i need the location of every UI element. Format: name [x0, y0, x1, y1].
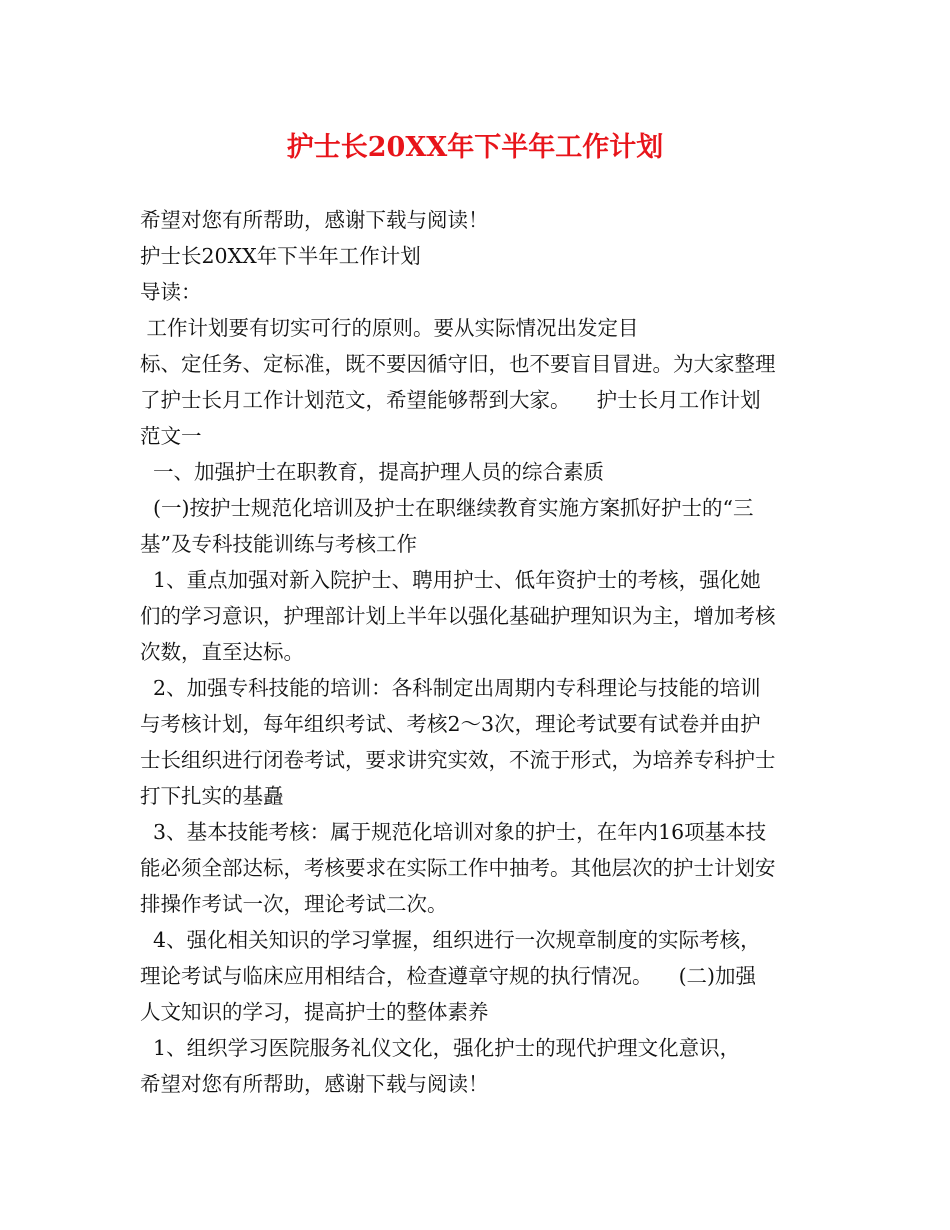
text-line: 人文知识的学习，提高护士的整体素养 — [140, 1000, 489, 1024]
text-line: 导读： — [140, 280, 202, 304]
footer-text-line: 希望对您有所帮助，感谢下载与阅读！ — [140, 1072, 489, 1096]
text-line: 了护士长月工作计划范文，希望能够帮到大家。 护士长月工作计划 — [140, 388, 761, 412]
document-title: 护士长20XX年下半年工作计划 — [286, 132, 664, 163]
text-line: 范文一 — [140, 424, 202, 448]
text-line: 们的学习意识，护理部计划上半年以强化基础护理知识为主，增加考核 — [140, 604, 776, 628]
text-line: 1、组织学习医院服务礼仪文化，强化护士的现代护理文化意识， — [140, 1036, 741, 1060]
text-line: 基”及专科技能训练与考核工作 — [140, 532, 417, 556]
text-line: 3、基本技能考核：属于规范化培训对象的护士，在年内16项基本技 — [140, 820, 767, 844]
text-line: 理论考试与临床应用相结合，检查遵章守规的执行情况。 (二)加强 — [140, 964, 757, 988]
text-line: 次数，直至达标。 — [140, 640, 304, 664]
text-line: (一)按护士规范化培训及护士在职继续教育实施方案抓好护士的“三 — [140, 496, 754, 520]
text-line: 士长组织进行闭卷考试，要求讲究实效，不流于形式，为培养专科护士 — [140, 748, 776, 772]
text-line: 1、重点加强对新入院护士、聘用护士、低年资护士的考核，强化她 — [140, 568, 761, 592]
text-line: 工作计划要有切实可行的原则。要从实际情况出发定目 — [140, 316, 639, 340]
text-line: 标、定任务、定标准，既不要因循守旧，也不要盲目冒进。为大家整理 — [140, 352, 776, 376]
text-line: 希望对您有所帮助，感谢下载与阅读！ — [140, 208, 489, 232]
text-line: 一、加强护士在职教育，提高护理人员的综合素质 — [140, 460, 605, 484]
text-line: 4、强化相关知识的学习掌握，组织进行一次规章制度的实际考核， — [140, 928, 761, 952]
text-line: 与考核计划，每年组织考试、考核2～3次，理论考试要有试卷并由护 — [140, 712, 761, 736]
text-line: 护士长20XX年下半年工作计划 — [140, 244, 421, 268]
text-line: 能必须全部达标，考核要求在实际工作中抽考。其他层次的护士计划安 — [140, 856, 776, 880]
text-line: 打下扎实的基矗 — [140, 784, 284, 808]
text-line: 2、加强专科技能的培训：各科制定出周期内专科理论与技能的培训 — [140, 676, 761, 700]
text-line: 排操作考试一次，理论考试二次。 — [140, 892, 448, 916]
